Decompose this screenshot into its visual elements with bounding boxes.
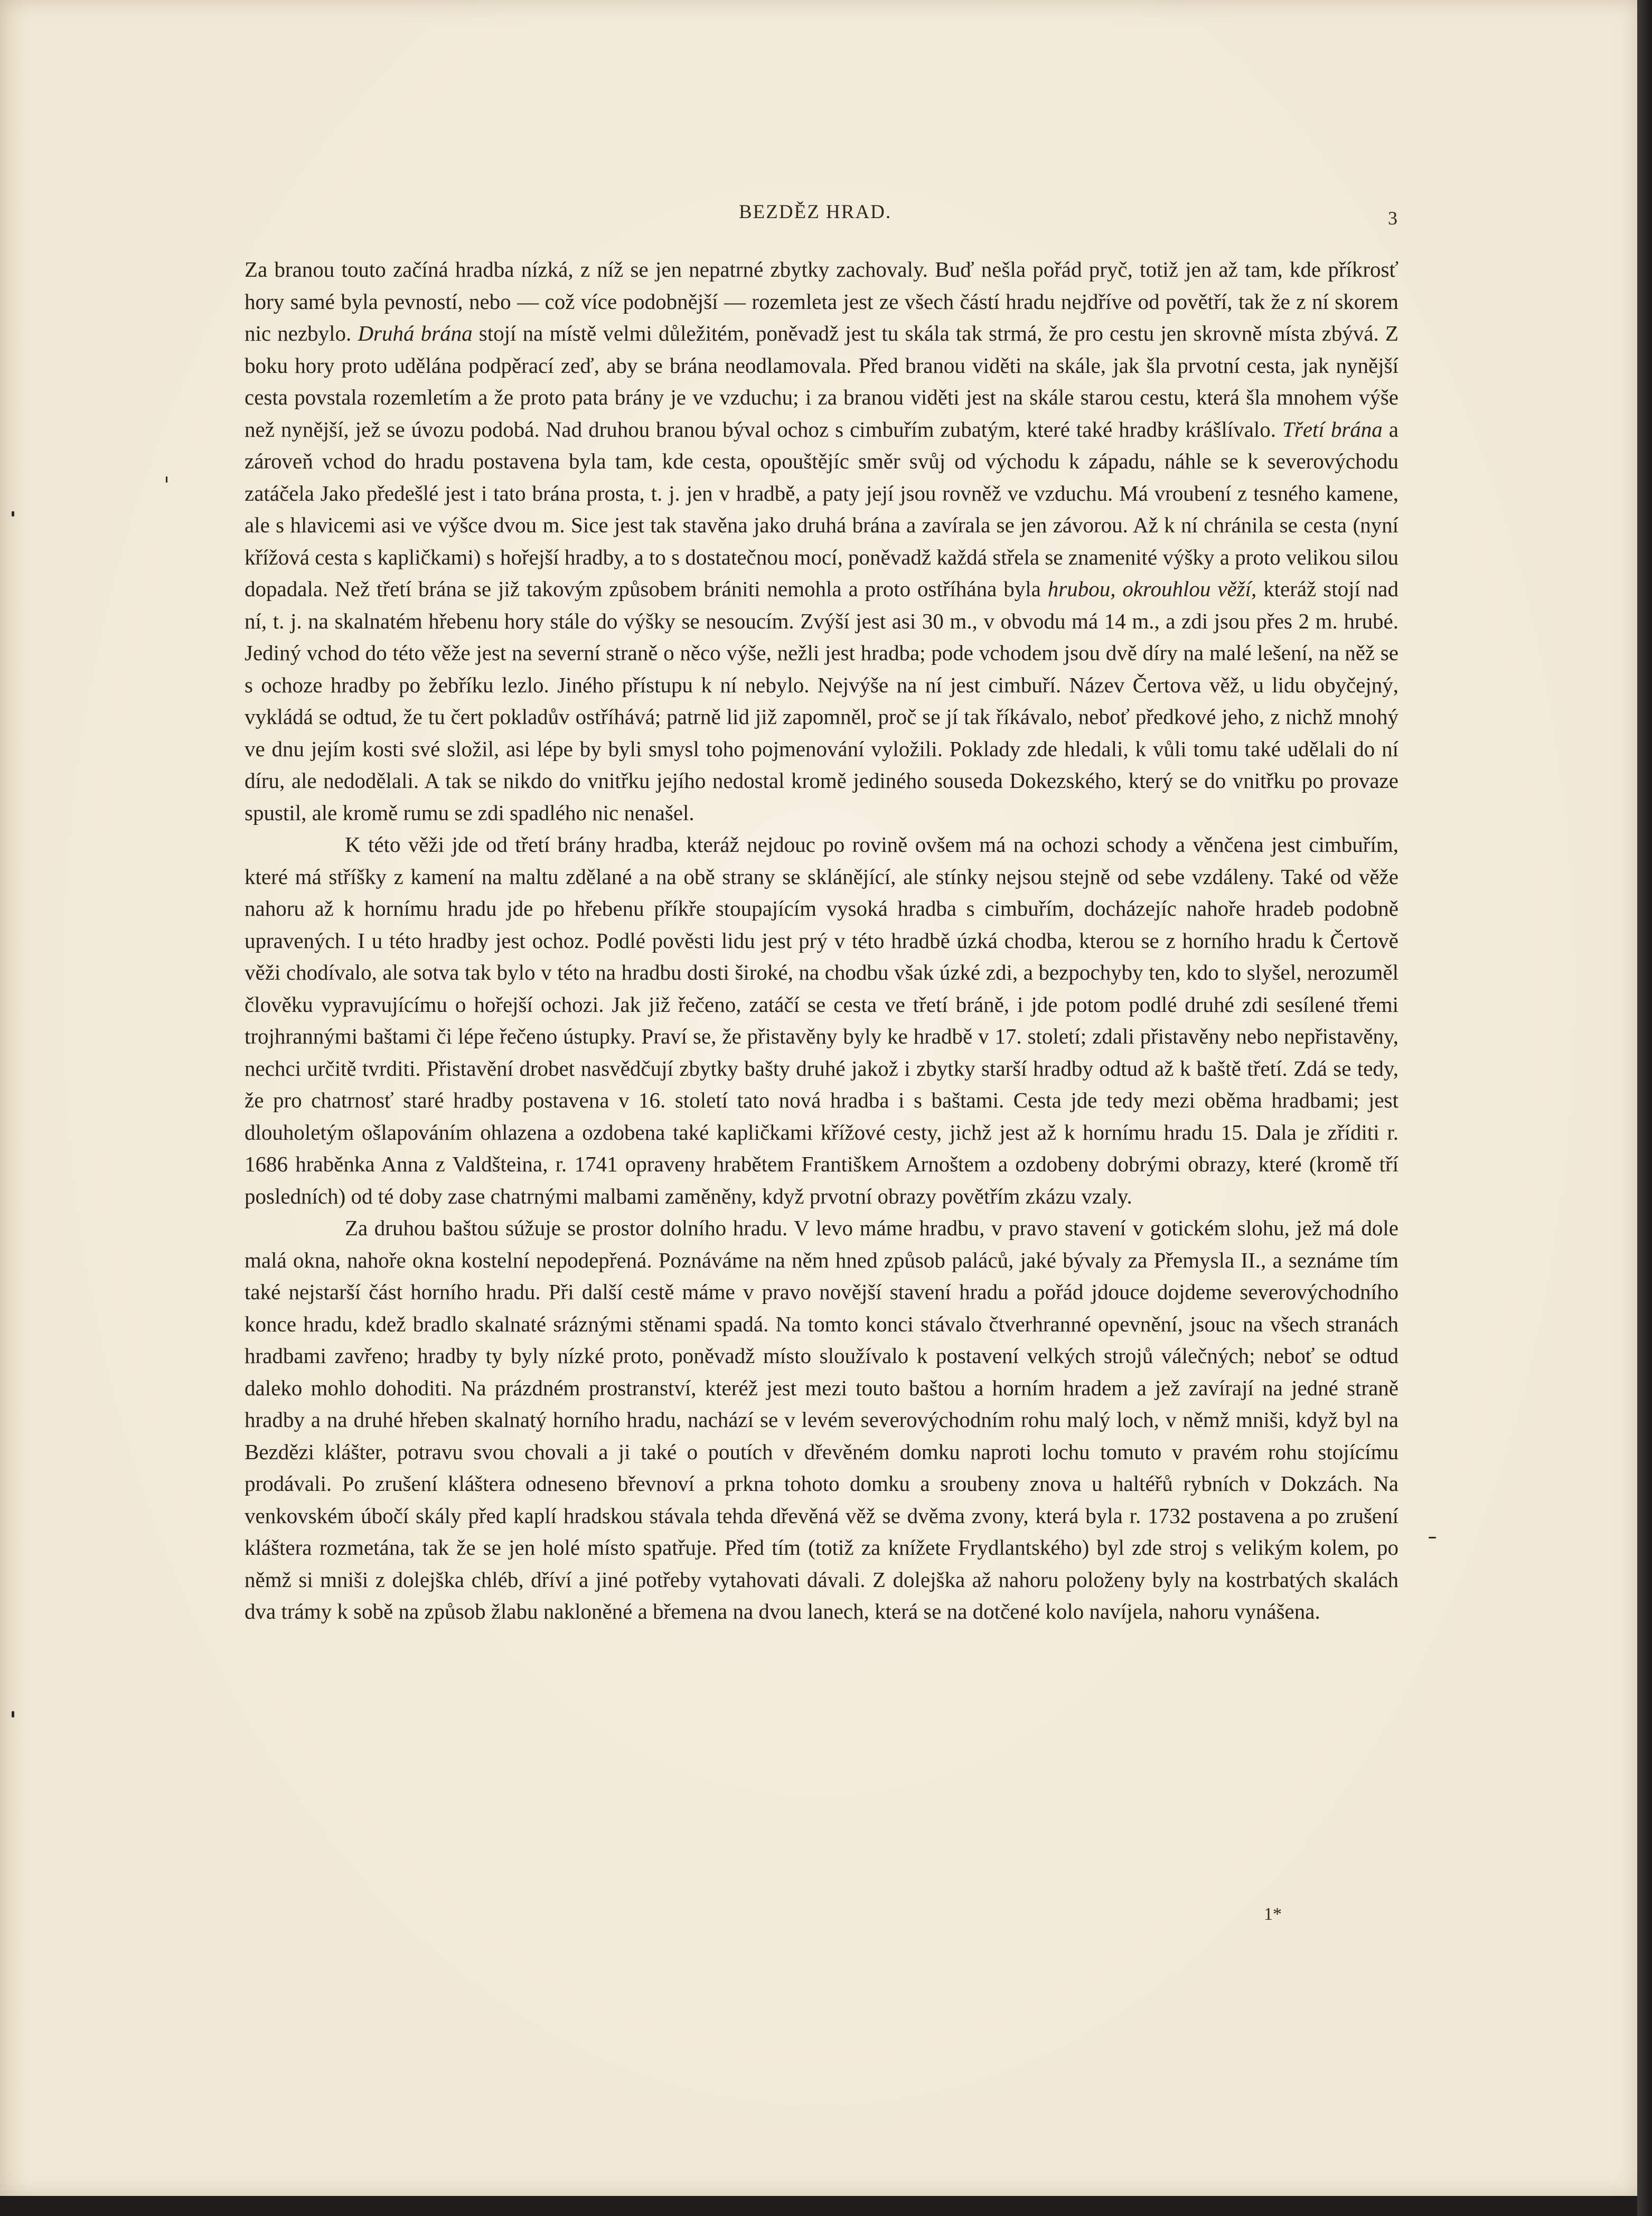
margin-mark (1429, 1537, 1436, 1538)
folio-signature: 1* (1264, 1904, 1282, 1924)
paragraph-1 (245, 253, 1398, 829)
paragraph-1-part-a: Za branou touto začíná hradba nízká, z níž se jen nepatrné zbytky zachovaly. Buď nešla pořád pryč, totiž jen až tam, kde příkrosť hory samé byla pevností, nebo — což více podobnější — rozemleta jest ze všech částí hradu nejdříve od povětří, tak že z ní skorem nic nezbylo. (245, 257, 1398, 345)
paragraph-1-part-d: kteráž stojí nad ní, t. j. na skalnatém hřebenu hory stále do výšky se nesoucím. Zvýší jest asi 30 m., v obvodu má 14 m., a zdi jsou přes 2 m. hrubé. Jediný vchod do této věže jest na severní straně o něco výše, nežli jest hradba; pode vchodem jsou dvě díry na malé lešení, na něž se s ochoze hradby po žebříku lezlo. Jiného přístupu k ní nebylo. Nejvýše na ní jest cimbuří. Název Čertova věž, u lidu obyčejný, vykládá se odtud, že tu čert pokladův ostříhává; patrně lid již zapomněl, proč se jí tak říkávalo, neboť předkové jeho, z nichž mnohý ve dnu jejím kosti své složil, asi lépe by byli smysl toho pojmenování vyložili. Poklady zde hledali, k vůli tomu také udělali do ní díru, ale nedodělali. A tak se nikdo do vnitřku jejího nedostal kromě jediného souseda Dokezského, který se do vnitřku po provaze spustil, ale kromě rumu se zdi spadlého nic nenašel. (245, 577, 1398, 825)
margin-mark (12, 511, 14, 517)
emphasis-okrouhla-vez: hrubou, okrouhlou věží, (1047, 577, 1257, 601)
paragraph-3: Za druhou baštou súžuje se prostor dolního hradu. V levo máme hradbu, v pravo stavení v gotickém slohu, jež má dole malá okna, nahoře okna kostelní nepodepřená. Poznáváme na něm hned způsob paláců, jaké bývaly za Přemysla II., a seznáme tím také nejstarší část horního hradu. Při další cestě máme v pravo novější stavení hradu a pořád jdouce dojdeme severovýchodního konce hradu, kdež bradlo skalnaté sráznými stěnami spadá. Na tomto konci stávalo čtverhranné opevnění, jsouc na všech stranách hradbami zavřeno; hradby ty byly nízké proto, poněvadž místo sloužívalo k postavení velkých strojů válečných; neboť se odtud daleko mohlo dohoditi. Na prázdném prostranství, kteréž jest mezi touto baštou a horním hradem a jež zavírají na jedné straně hradby a na druhé hřeben skalnatý horního hradu, nachází se v levém severovýchodním rohu malý loch, v němž mniši, když byl na Bezdězi klášter, potravu svou chovali a ji také o poutích v dřevěném domku naproti lochu tomuto v pravém rohu stojícímu prodávali. Po zrušení kláštera odneseno břevnoví a prkna tohoto domku a sroubeny znova u haltéřů rybních v Dokzách. Na venkovském úbočí skály před kaplí hradskou stávala tehda dřevěná věž se dvěma zvony, která byla r. 1732 postavena a po zrušení kláštera rozmetána, tak že se jen holé místo spatřuje. Před tím (totiž za knížete Frydlantského) byl zde stroj s velikým kolem, po němž si mniši z dolejška chléb, dříví a jiné potřeby vytahovati dávali. Z dolejška až nahoru položeny byly na kostrbatých skalách dva trámy k sobě na způsob žlabu nakloněné a břemena na dvou lanech, která se na dotčené kolo navíjela, nahoru vynášena. (245, 1216, 1398, 1623)
emphasis-treti-brana: Třetí brána (1282, 417, 1383, 442)
margin-mark (166, 476, 167, 483)
paragraph-1-part-b: stojí na místě velmi důležitém, poněvadž jest tu skála tak strmá, že pro cestu jen skrovně místa zbývá. Z boku hory proto udělána podpěrací zeď, aby se brána neodlamovala. Před branou viděti na skále, jak šla prvotní cesta, jak nynější cesta povstala rozemletím a že proto pata brány je ve vzduchu; i za branou viděti jest na skále starou cestu, která šla mnohem výše než nynější, jež se úvozu podobá. Nad druhou branou býval ochoz s cimbuřím zubatým, které také hradby krášlívalo. (245, 321, 1398, 442)
running-title: BEZDĚZ HRAD. (739, 201, 892, 223)
scan-edge (1637, 0, 1652, 2216)
paragraph-2: K této věži jde od třetí brány hradba, kteráž nejdouc po rovině ovšem má na ochozi schody a věnčena jest cimbuřím, které má stříšky z kamení na maltu zdělané a na obě strany se sklánějící, ale stínky nejsou stejně od sebe vzdáleny. Také od věže nahoru až k hornímu hradu jde po hřebenu příkře stoupajícím vysoká hradba s cimbuřím, docházejíc nahoře hradeb podobně upravených. I u této hradby jest ochoz. Podlé pověsti lidu jest prý v této hradbě úzká chodba, kterou se z horního hradu k Čertově věži chodívalo, ale sotva tak bylo v této na hradbu dosti široké, na chodbu však úzké zdi, a bezpochyby ten, kdo to slyšel, nerozuměl člověku vypravujícímu o hořejší ochozi. Jak již řečeno, zatáčí se cesta ve třetí bráně, i jde potom podlé druhé zdi sesílené třemi trojhrannými baštami či lépe řečeno ústupky. Praví se, že přistavěny byly ke hradbě v 17. století; zdali přistavěny nebo nepřistavěny, nechci určitě tvrditi. Přistavění drobet nasvědčují zbytky bašty druhé jakož i zbytky starší hradby odtud až k baště třetí. Zdá se tedy, že pro chatrnosť staré hradby postavena v 16. století tato nová hradba i s baštami. Cesta jde tedy mezi oběma hradbami; jest dlouholetým ošlapováním ohlazena a ozdobena také kapličkami křížové cesty, jichž jest až k hornímu hradu 15. Dala je zříditi r. 1686 hraběnka Anna z Valdšteina, r. 1741 opraveny hrabětem Františkem Arnoštem a ozdobeny dobrými obrazy, které (kromě tří posledních) od té doby zase chatrnými malbami zaměněny, když prvotní obrazy povětřím zkázu vzaly. (245, 832, 1398, 1208)
page-number: 3 (1388, 208, 1397, 229)
body-text (245, 253, 1398, 1628)
page-header (0, 201, 1637, 238)
margin-mark (12, 1711, 14, 1717)
emphasis-druha-brana: Druhá brána (358, 321, 473, 345)
paragraph-1-part-c: a zároveň vchod do hradu postavena byla tam, kde cesta, opouštějíc směr svůj od východu k západu, náhle se k severovýchodu zatáčela Jako předešlé jest i tato brána prosta, t. j. jen v hradbě, a paty její jsou rovněž ve vzduchu. Má vroubení z tesného kamene, ale s hlavicemi asi ve výšce dvou m. Sice jest tak stavěna jako druhá brána a zavírala se jen závorou. Až k ní chránila se cesta (nyní křížová cesta s kapličkami) s hořejší hradby, a to s dostatečnou mocí, poněvadž každá střela se znamenité výšky a proto velikou silou dopadala. Než třetí brána se již takovým způsobem brániti nemohla a proto ostříhána byla (245, 417, 1398, 601)
